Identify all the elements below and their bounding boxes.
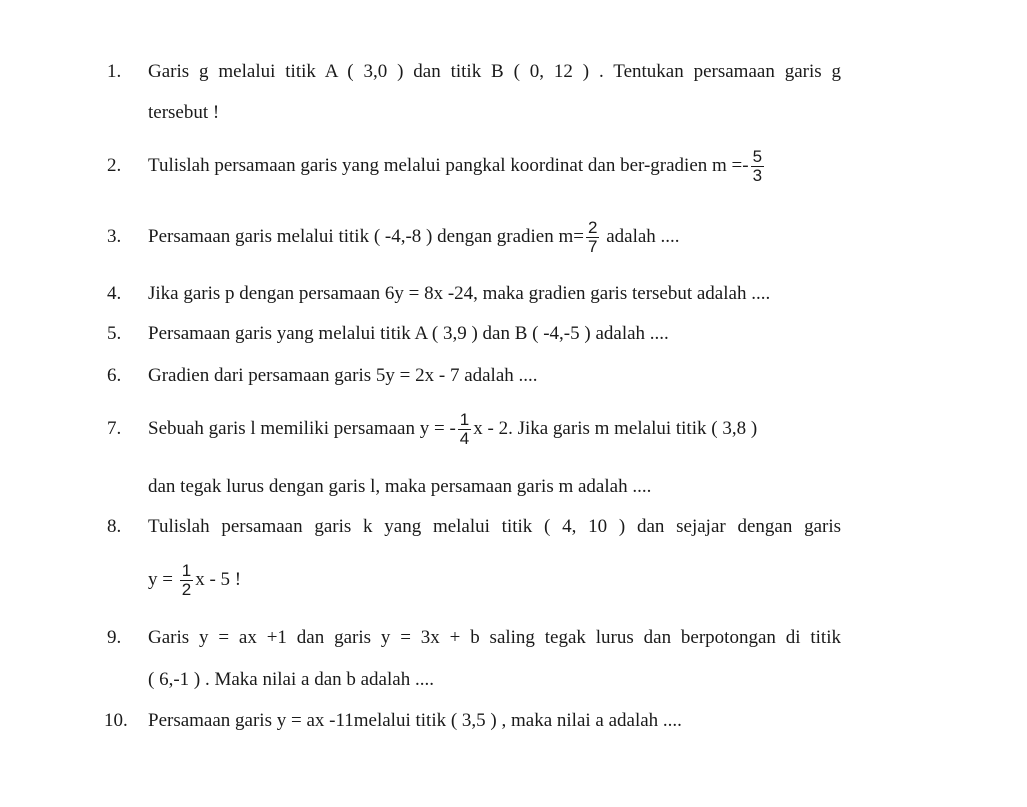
- question-8-suffix: x - 5 !: [195, 569, 242, 590]
- question-7-text: [148, 407, 757, 451]
- question-8-text: Tulislah persamaan garis k yang melalui titik ( 4, 10 ) dan sejajar dengan garis: [148, 516, 841, 537]
- question-7-number: 7.: [107, 418, 122, 439]
- question-10-text: Persamaan garis y = ax -11melalui titik ( 3,5 ) , maka nilai a adalah ....: [148, 710, 682, 731]
- question-3-frac-num: 2: [587, 218, 598, 238]
- question-3-frac-den: 7: [587, 237, 598, 257]
- question-2-fraction: [751, 148, 764, 185]
- question-3-suffix: adalah ....: [601, 226, 680, 247]
- question-9-text-line2: ( 6,-1 ) . Maka nilai a dan b adalah ....: [148, 669, 434, 690]
- question-7-fraction: [458, 411, 471, 448]
- question-9-text: Garis y = ax +1 dan garis y = 3x + b saling tegak lurus dan berpotongan di titik: [148, 627, 841, 648]
- question-1-number: 1.: [107, 61, 122, 82]
- question-6-number: 6.: [107, 365, 122, 386]
- question-1-text: Garis g melalui titik A ( 3,0 ) dan titik B ( 0, 12 ) . Tentukan persamaan garis g: [148, 61, 841, 82]
- question-9-number: 9.: [107, 627, 122, 648]
- question-4-text: Jika garis p dengan persamaan 6y = 8x -24, maka gradien garis tersebut adalah ....: [148, 283, 771, 304]
- question-2-frac-den: 3: [752, 166, 763, 186]
- question-2-prefix: Tulislah persamaan garis yang melalui pangkal koordinat dan ber-gradien m =-: [148, 155, 749, 176]
- question-5-text: Persamaan garis yang melalui titik A ( 3,9 ) dan B ( -4,-5 ) adalah ....: [148, 323, 669, 344]
- question-7-text-line2: dan tegak lurus dengan garis l, maka persamaan garis m adalah ....: [148, 476, 652, 497]
- question-8-number: 8.: [107, 516, 122, 537]
- question-3-prefix: Persamaan garis melalui titik ( -4,-8 ) dengan gradien m=: [148, 226, 584, 247]
- question-8-fraction: [180, 562, 193, 599]
- question-10-number: 10.: [104, 710, 128, 731]
- question-7-prefix: Sebuah garis l memiliki persamaan y = -: [148, 418, 456, 439]
- question-4-number: 4.: [107, 283, 122, 304]
- question-8-frac-num: 1: [181, 561, 192, 581]
- question-3-fraction: [586, 219, 599, 256]
- question-3-number: 3.: [107, 226, 122, 247]
- question-8-prefix: y =: [148, 569, 178, 590]
- question-3-text: [148, 215, 680, 259]
- question-5-number: 5.: [107, 323, 122, 344]
- question-7-suffix: x - 2. Jika garis m melalui titik ( 3,8 ): [473, 418, 758, 439]
- question-2-frac-num: 5: [752, 147, 763, 167]
- question-6-text: Gradien dari persamaan garis 5y = 2x - 7 adalah ....: [148, 365, 538, 386]
- question-8-frac-den: 2: [181, 580, 192, 600]
- question-2-text: [148, 144, 766, 188]
- question-8-text-line2: [148, 558, 241, 602]
- question-2-number: 2.: [107, 155, 122, 176]
- question-7-frac-num: 1: [459, 410, 470, 430]
- question-7-frac-den: 4: [459, 429, 470, 449]
- question-1-text-line2: tersebut !: [148, 102, 220, 123]
